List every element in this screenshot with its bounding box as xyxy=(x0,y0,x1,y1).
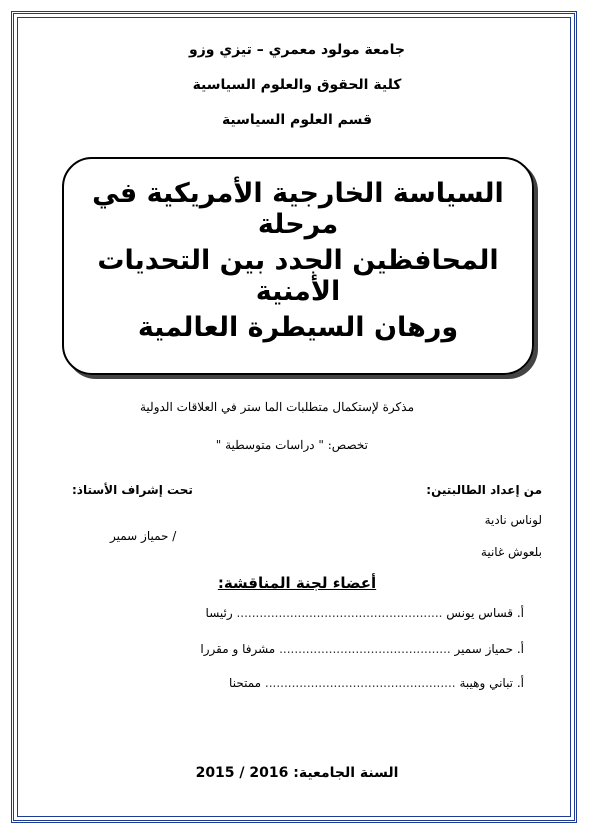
faculty-name: كلية الحقوق والعلوم السياسية xyxy=(192,77,402,93)
member-dots: ...................................................... xyxy=(236,606,443,620)
department-name: قسم العلوم السياسية xyxy=(221,112,373,128)
committee-member-2 xyxy=(64,642,524,656)
member-name: أ. حمياز سمير xyxy=(454,642,524,656)
student-name-1: لوناس نادية xyxy=(484,513,542,527)
title-line-2: المحافظين الجدد بين التحديات الأمنية xyxy=(97,245,499,307)
committee-member-3 xyxy=(64,676,524,690)
page-border xyxy=(11,11,577,823)
committee-member-1 xyxy=(64,606,524,620)
title-line-1: السياسة الخارجية الأمريكية في مرحلة xyxy=(92,178,504,240)
supervisor-label: تحت إشراف الأستاذ: xyxy=(72,483,193,497)
students-label: من إعداد الطالبتين: xyxy=(426,483,542,497)
member-dots: .................................................. xyxy=(264,676,456,690)
member-role: رئيسا xyxy=(205,606,233,620)
supervisor-name: / حمياز سمير xyxy=(110,529,177,543)
title-line-3: ورهان السيطرة العالمية xyxy=(137,312,459,343)
thesis-purpose: مذكرة لإستكمال متطلبات الما ستر في العلاقات الدولية xyxy=(140,400,414,414)
academic-year-value: 2015 / 2016 xyxy=(195,765,289,781)
member-role: ممتحنا xyxy=(229,676,262,690)
academic-year-label: السنة الجامعية: xyxy=(293,765,399,781)
member-dots: ............................................. xyxy=(279,642,451,656)
committee-heading: أعضاء لجنة المناقشة: xyxy=(217,574,377,592)
thesis-specialization: تخصص: " دراسات متوسطية " xyxy=(215,438,368,452)
academic-year xyxy=(0,765,594,781)
member-role: مشرفا و مقررا xyxy=(200,642,276,656)
university-name: جامعة مولود معمري – تيزي وزو xyxy=(189,42,405,58)
student-name-2: بلعوش غانية xyxy=(480,545,542,559)
member-name: أ. قساس يونس xyxy=(446,606,524,620)
member-name: أ. تباني وهيبة xyxy=(459,676,524,690)
